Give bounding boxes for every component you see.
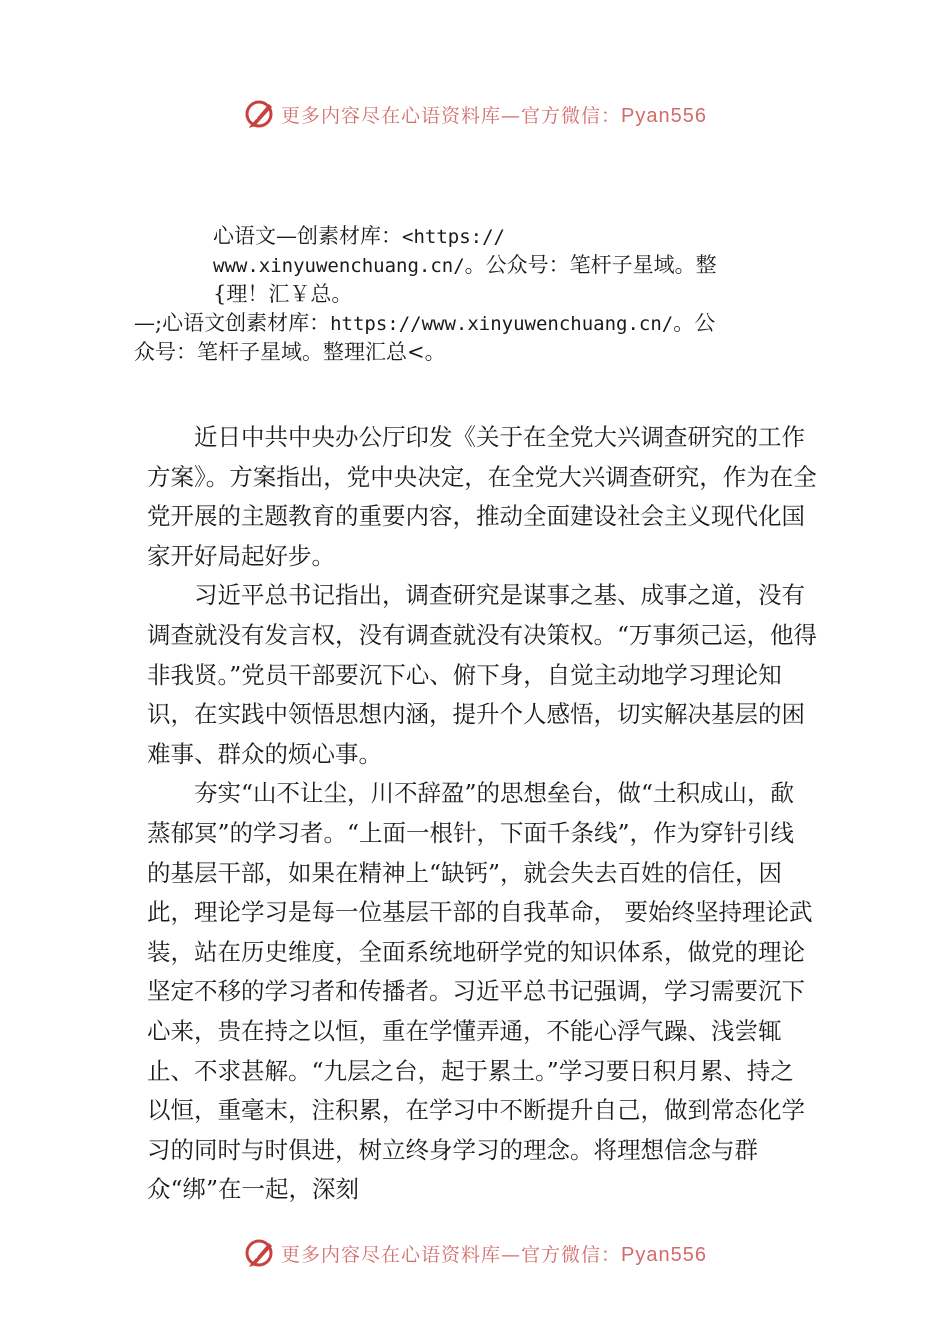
header-banner xyxy=(0,92,950,136)
header-line-3: {理！汇￥总。 xyxy=(213,282,353,306)
paragraph-2: 习近平总书记指出，调查研究是谋事之基、成事之道，没有调查就没有发言权，没有调查就没有决策权。“万事须己运，他得非我贤。”党员干部要沉下心、俯下身，自觉主动地学习理论知识，在实践中领悟思想内涵，提升个人感悟，切实解决基层的困难事、群众的烦心事。 xyxy=(147,581,818,768)
header-line-1: 心语文—创素材库：<https:// xyxy=(213,224,505,248)
pen-logo-icon xyxy=(243,97,277,131)
article-body xyxy=(147,418,817,1210)
paragraph-1: 近日中共中央办公厅印发《关于在全党大兴调查研究的工作方案》。方案指出，党中央决定，在全党大兴调查研究，作为在全党开展的主题教育的重要内容，推动全面建设社会主义现代化国家开好局起好步。 xyxy=(147,423,817,570)
banner-text: 更多内容尽在心语资料库—官方微信：Pyan556 xyxy=(281,1243,707,1266)
header-line-2: www.xinyuwenchuang.cn/。公众号：笔杆子星域。整 xyxy=(213,253,717,277)
banner-text: 更多内容尽在心语资料库—官方微信：Pyan556 xyxy=(281,104,707,127)
paragraph-3: 夯实“山不让尘，川不辞盈”的思想垒台，做“土积成山，歃蒸郁冥”的学习者。“上面一根针，下面千条线”，作为穿针引线的基层干部，如果在精神上“缺钙”，就会失去百姓的信任，因此，理论学习是每一位基层干部的自我革命， 要始终坚持理论武装，站在历史维度，全面系统地研学党的知识体系，做党的理论坚定不移的学习者和传播者。习近平总书记强调，学习需要沉下心来，贵在持之以恒，重在学懂弄通，不能心浮气躁、浅尝辄止、不求甚解。“九层之台，起于累土。”学习要日积月累、持之以恒，重毫末，注积累，在学习中不断提升自己，做到常态化学习的同时与时俱进，树立终身学习的理念。将理想信念与群众“绑”在一起，深刻 xyxy=(147,779,813,1204)
header-line-4: —;心语文创素材库：https://www.xinyuwenchuang.cn/。公 xyxy=(134,311,716,335)
pen-logo-icon xyxy=(243,1236,277,1270)
header-line-5: 众号：笔杆子星域。整理汇总<。 xyxy=(134,340,446,364)
footer-banner xyxy=(0,1231,950,1275)
